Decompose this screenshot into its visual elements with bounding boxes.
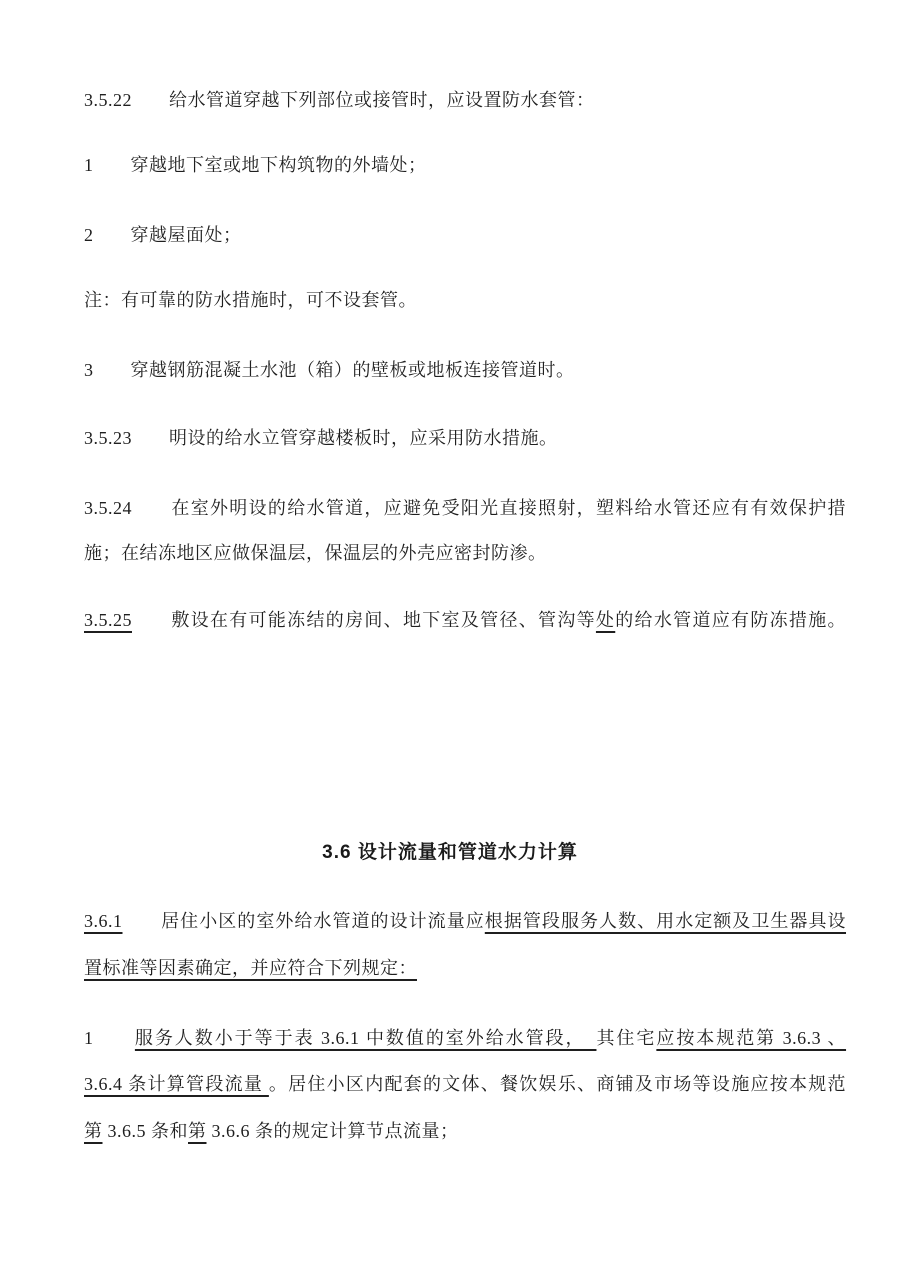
underlined-text-run: 3.6.1 <box>84 911 123 931</box>
text-run: 穿越钢筋混凝土水池（箱）的壁板或地板连接管道时。 <box>130 360 575 380</box>
text-run: 穿越地下室或地下构筑物的外墙处； <box>130 155 427 175</box>
text-run: 其住宅 <box>596 1028 657 1048</box>
text-run: 3.5.24 <box>84 498 172 518</box>
text-run: 3.6.5 条和 <box>102 1121 188 1141</box>
list-item-1 <box>84 152 846 178</box>
underlined-text-run: 3.6.4 条计算管段流量 <box>84 1074 269 1094</box>
underlined-text-run: 第 <box>188 1121 207 1141</box>
clause-3.6.1-line1 <box>84 908 846 934</box>
text-run: 1 <box>84 1028 135 1048</box>
text-run: 3.6.6 条的规定计算节点流量； <box>206 1121 459 1141</box>
clause-3.5.23 <box>84 425 846 451</box>
text-run: 明设的给水立管穿越楼板时，应采用防水措施。 <box>169 428 558 448</box>
text-run: 的给水管道应有防冻措施。 <box>615 610 847 630</box>
clause-3.5.25 <box>84 607 846 633</box>
sub-item-1-line3 <box>84 1118 846 1144</box>
text-run: 在室外明设的给水管道，应避免受阳光直接照射，塑料给水管还应有有效保护措 <box>171 498 847 518</box>
underlined-text-run: 处 <box>595 610 616 630</box>
clause-3.5.24-line2 <box>84 540 846 566</box>
list-item-2 <box>84 222 846 248</box>
underlined-text-run: 置标准等因素确定，并应符合下列规定： <box>84 958 417 978</box>
text-run: 3 <box>84 360 131 380</box>
section-heading: 3.6 设计流量和管道水力计算 <box>322 842 578 863</box>
clause-3.5.24-line1 <box>84 495 846 521</box>
underlined-text-run: 服务人数小于等于表 3.6.1 中数值的室外给水管段， <box>134 1028 597 1048</box>
text-run: 3.5.23 <box>84 428 169 448</box>
text-run: 1 <box>84 155 131 175</box>
underlined-text-run: 应按本规范第 3.6.3 、 <box>656 1028 847 1048</box>
text-run: 穿越屋面处； <box>130 225 242 245</box>
text-run: 居住小区的室外给水管道的设计流量应 <box>122 911 485 931</box>
underlined-text-run: 3.5.25 <box>84 610 132 630</box>
text-run: 敷设在有可能冻结的房间、地下室及管径、管沟等 <box>132 610 596 630</box>
text-run: 3.5.22 <box>84 90 169 110</box>
underlined-text-run: 根据管段服务人数、用水定额及卫生器具设 <box>484 911 847 931</box>
underlined-text-run: 第 <box>84 1121 103 1141</box>
text-run: 。居住小区内配套的文体、餐饮娱乐、商铺及市场等设施应按本规范 <box>268 1074 847 1094</box>
text-run: 2 <box>84 225 131 245</box>
clause-3.5.22 <box>84 87 846 113</box>
text-run: 给水管道穿越下列部位或接管时，应设置防水套管： <box>169 90 595 110</box>
text-run: 注：有可靠的防水措施时，可不设套管。 <box>84 290 417 310</box>
clause-3.6.1-line2 <box>84 955 846 981</box>
text-run: 施；在结冻地区应做保温层，保温层的外壳应密封防渗。 <box>84 543 547 563</box>
sub-item-1-line2 <box>84 1071 846 1097</box>
note-line <box>84 287 846 313</box>
sub-item-1-line1 <box>84 1025 846 1051</box>
list-item-3 <box>84 357 846 383</box>
